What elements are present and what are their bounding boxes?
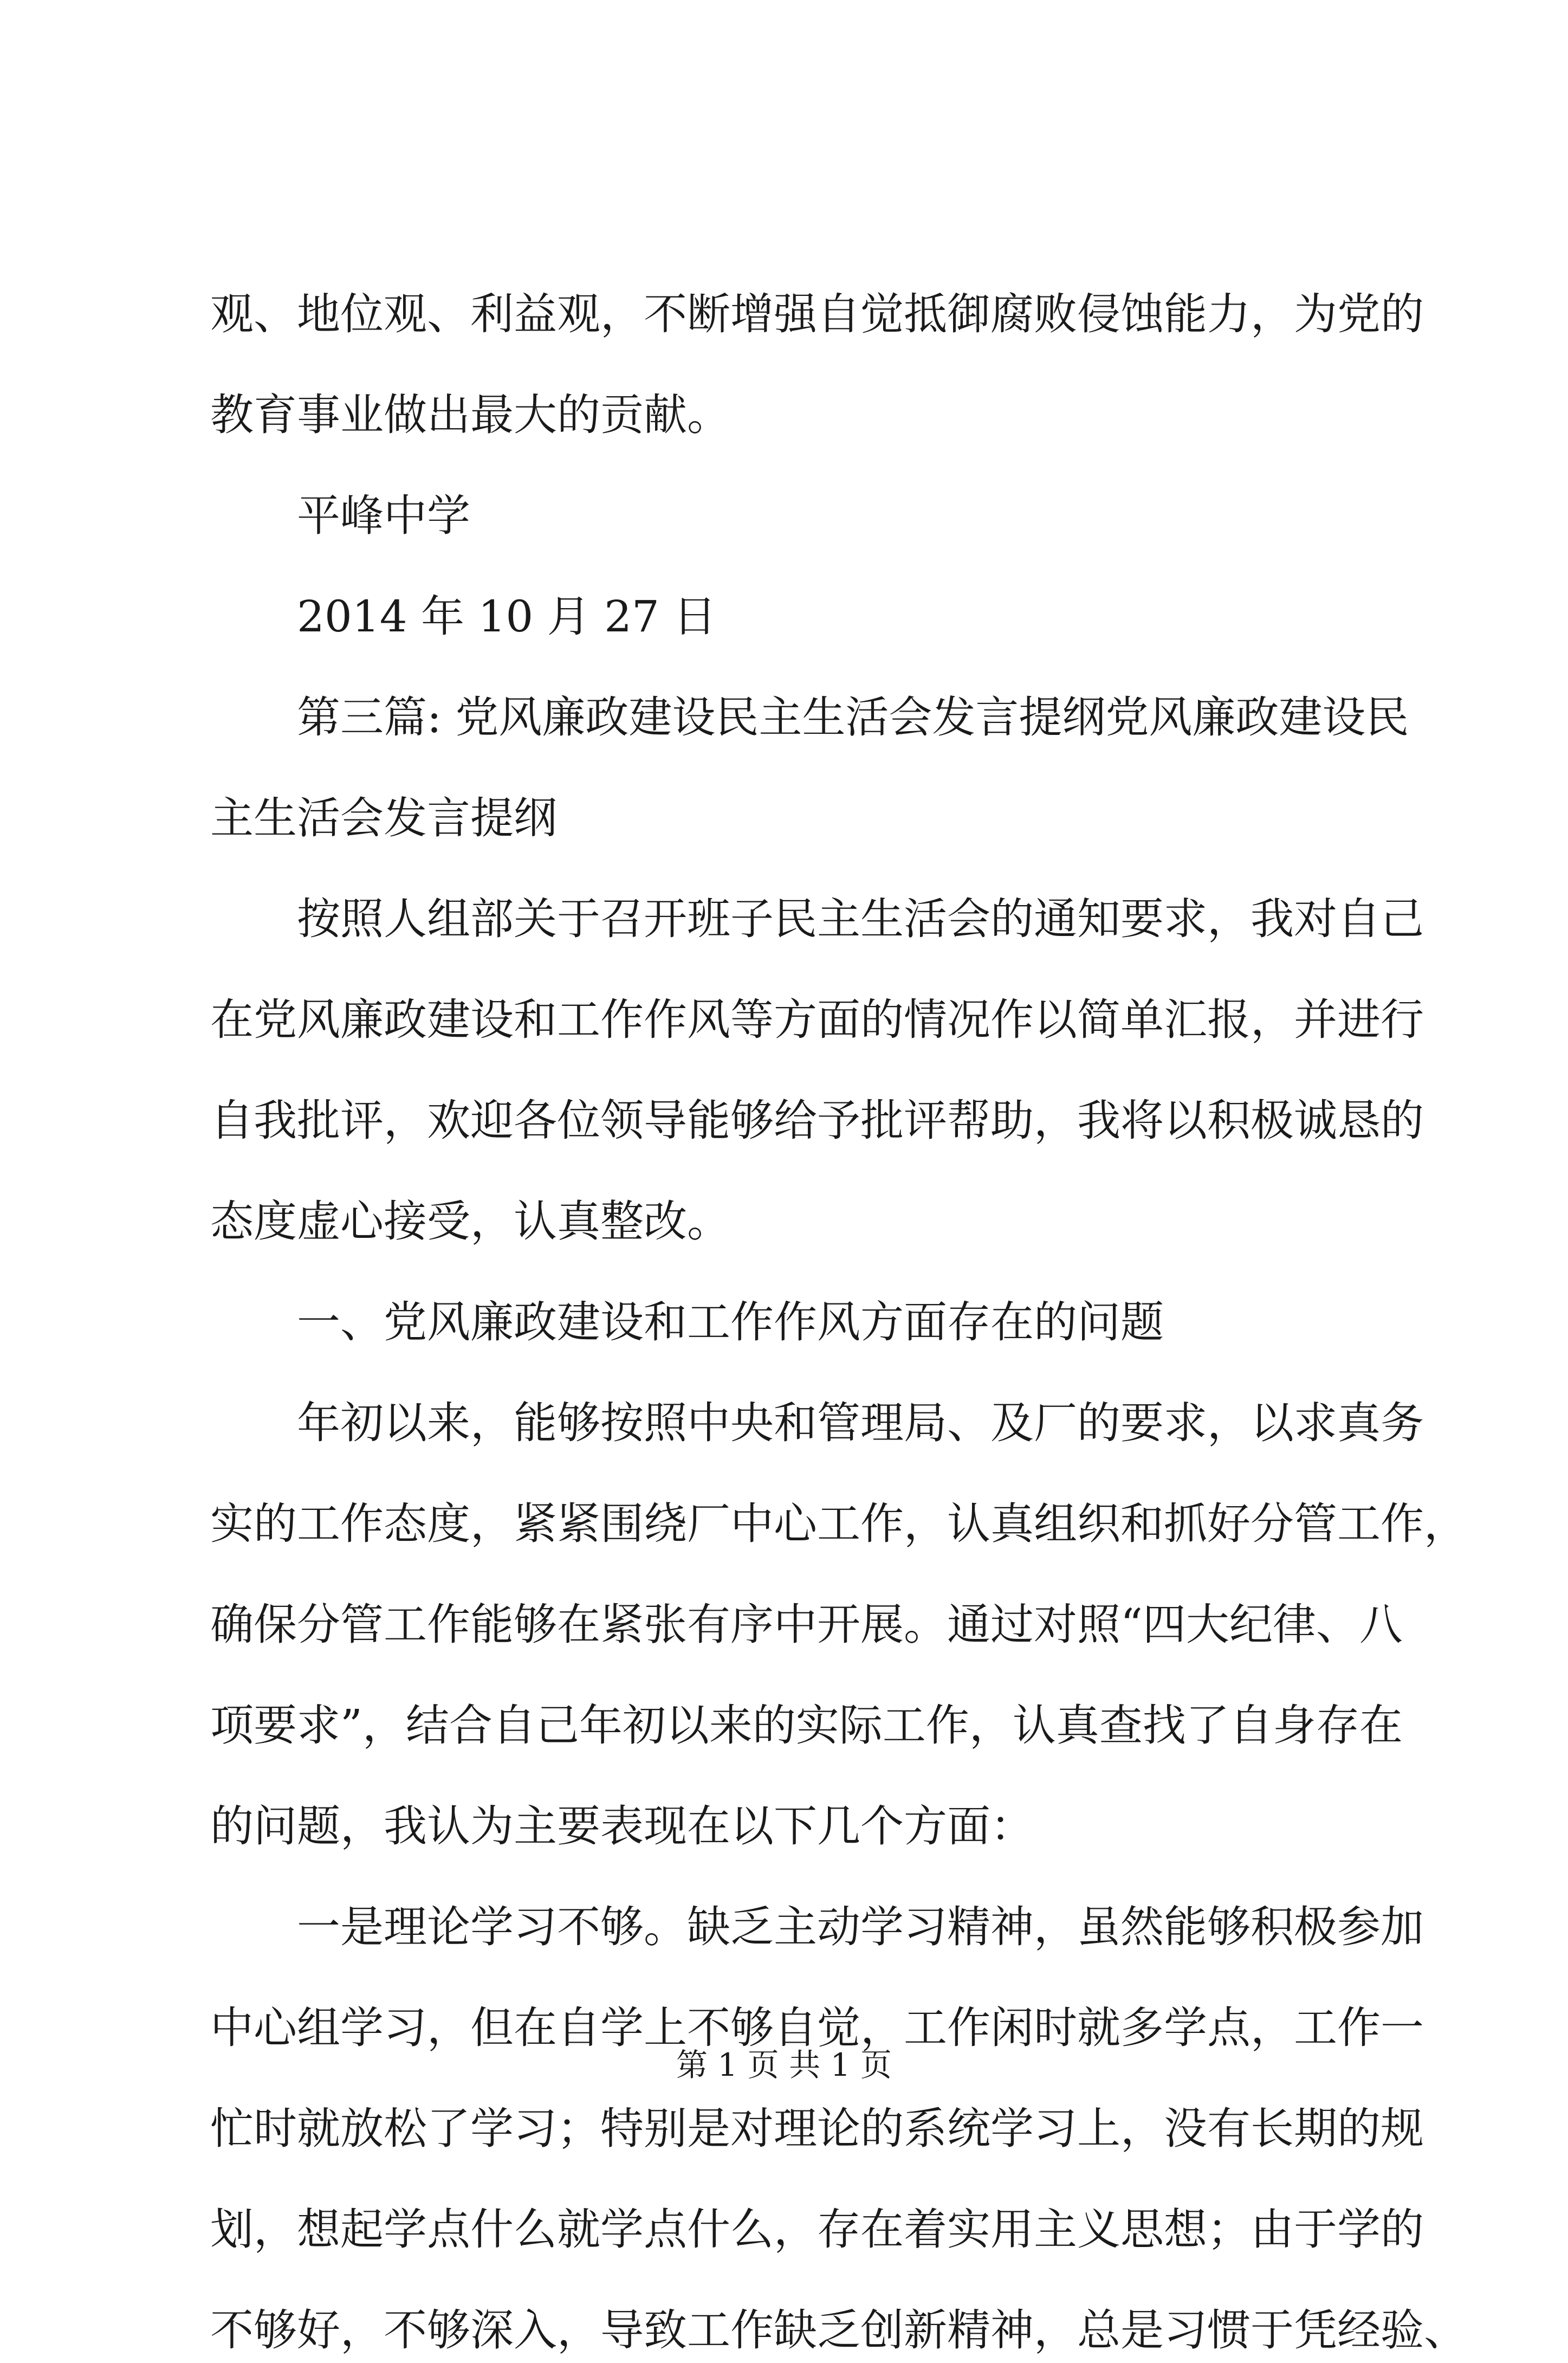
text-line: 一、党风廉政建设和工作作风方面存在的问题 — [297, 1297, 1164, 1347]
text-line: 观、地位观、利益观，不断增强自觉抵御腐败侵蚀能力，为党的 — [210, 289, 1424, 339]
text-line: 主生活会发言提纲 — [210, 793, 557, 843]
page-footer: 第 1 页 共 1 页 — [676, 2046, 892, 2083]
text-line: 按照人组部关于召开班子民主生活会的通知要求，我对自己 — [297, 894, 1424, 944]
text-line: 2014 年 10 月 27 日 — [297, 591, 717, 642]
text-line: 中心组学习，但在自学上不够自觉，工作闲时就多学点，工作一 — [210, 2003, 1424, 2053]
text-line: 平峰中学 — [297, 490, 470, 541]
text-line: 忙时就放松了学习；特别是对理论的系统学习上，没有长期的规 — [210, 2103, 1424, 2154]
text-line: 一是理论学习不够。缺乏主动学习精神，虽然能够积极参加 — [297, 1902, 1424, 1952]
text-line: 态度虚心接受，认真整改。 — [210, 1196, 730, 1247]
text-line: 的问题，我认为主要表现在以下几个方面： — [210, 1801, 1034, 1851]
text-line: 第三篇: 党风廉政建设民主生活会发言提纲党风廉政建设民 — [297, 692, 1409, 743]
text-line: 在党风廉政建设和工作作风等方面的情况作以简单汇报，并进行 — [210, 995, 1424, 1045]
text-line: 不够好，不够深入，导致工作缺乏创新精神，总是习惯于凭经验、 — [210, 2305, 1467, 2355]
text-line: 自我批评，欢迎各位领导能够给予批评帮助，我将以积极诚恳的 — [210, 1095, 1424, 1146]
text-line: 确保分管工作能够在紧张有序中开展。通过对照“四大纪律、八 — [210, 1599, 1403, 1650]
text-line: 年初以来，能够按照中央和管理局、及厂的要求，以求真务 — [297, 1398, 1424, 1448]
text-line: 实的工作态度，紧紧围绕厂中心工作，认真组织和抓好分管工作， — [210, 1499, 1467, 1549]
text-line: 教育事业做出最大的贡献。 — [210, 390, 730, 440]
text-line: 项要求”，结合自己年初以来的实际工作，认真查找了自身存在 — [210, 1700, 1403, 1751]
text-line: 划，想起学点什么就学点什么，存在着实用主义思想；由于学的 — [210, 2204, 1424, 2255]
